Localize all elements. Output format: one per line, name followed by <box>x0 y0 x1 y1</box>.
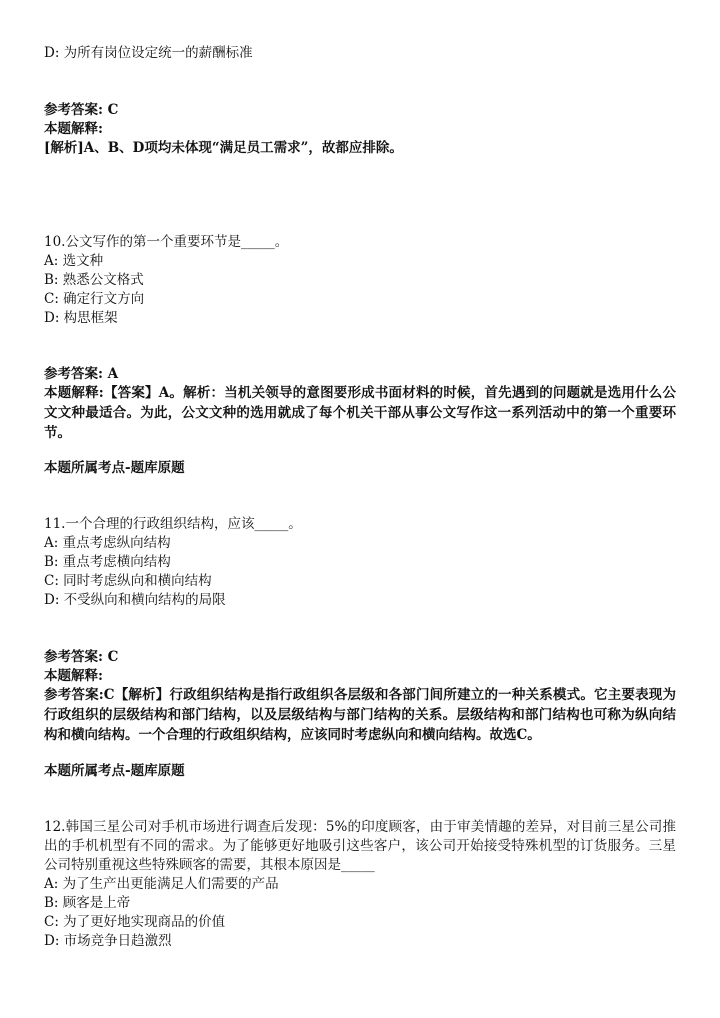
q11-option-c: C: 同时考虑纵向和横向结构 <box>44 573 212 589</box>
q11-source: 本题所属考点-题库原题 <box>44 763 185 779</box>
q10-explanation: 本题解释:【答案】A。解析：当机关领导的意图要形成书面材料的时候，首先遇到的问题就是选用什么公文文种最适合。为此，公文文种的选用就成了每个机关干部从事公文写作这一系列活动中的第一个重要环节。 <box>44 385 676 441</box>
q10-option-c: C: 确定行文方向 <box>44 291 145 307</box>
q12-option-d: D: 市场竞争日趋激烈 <box>44 933 172 949</box>
q11-option-d: D: 不受纵向和横向结构的局限 <box>44 592 226 608</box>
q11-answer: 参考答案: C <box>44 649 119 665</box>
q10-stem: 10.公文写作的第一个重要环节是_____。 <box>44 234 289 250</box>
q9-answer: 参考答案: C <box>44 102 119 118</box>
q10-option-a: A: 选文种 <box>44 253 104 269</box>
q10-answer: 参考答案: A <box>44 366 119 382</box>
q11-stem: 11.一个合理的行政组织结构，应该_____。 <box>44 516 302 532</box>
q11-explain-label: 本题解释: <box>44 668 103 684</box>
q9-option-d: D: 为所有岗位设定统一的薪酬标准 <box>44 45 253 61</box>
q9-explain-label: 本题解释: <box>44 121 103 137</box>
q9-explanation: [解析]A、B、D项均未体现“满足员工需求”，故都应排除。 <box>44 140 403 156</box>
q10-option-d: D: 构思框架 <box>44 310 118 326</box>
q12-stem: 12.韩国三星公司对手机市场进行调查后发现：5%的印度顾客，由于审美情趣的差异，对目前三星公司推出的手机机型有不同的需求。为了能够更好地吸引这些客户，该公司开始接受特殊机型的订货服务。三星公司特别重视这些特殊顾客的需要，其根本原因是_____ <box>44 819 676 873</box>
q10-source: 本题所属考点-题库原题 <box>44 460 185 476</box>
q11-option-a: A: 重点考虑纵向结构 <box>44 535 171 551</box>
q11-option-b: B: 重点考虑横向结构 <box>44 554 171 570</box>
q12-option-b: B: 顾客是上帝 <box>44 895 131 911</box>
q12-option-a: A: 为了生产出更能满足人们需要的产品 <box>44 876 279 892</box>
q12-option-c: C: 为了更好地实现商品的价值 <box>44 914 226 930</box>
q10-option-b: B: 熟悉公文格式 <box>44 272 144 288</box>
q11-explanation: 参考答案:C【解析】行政组织结构是指行政组织各层级和各部门间所建立的一种关系模式。它主要表现为行政组织的层级结构和部门结构，以及层级结构与部门结构的关系。层级结构和部门结构也可称为纵向结构和横向结构。一个合理的行政组织结构，应该同时考虑纵向和横向结构。故选C。 <box>44 687 676 743</box>
